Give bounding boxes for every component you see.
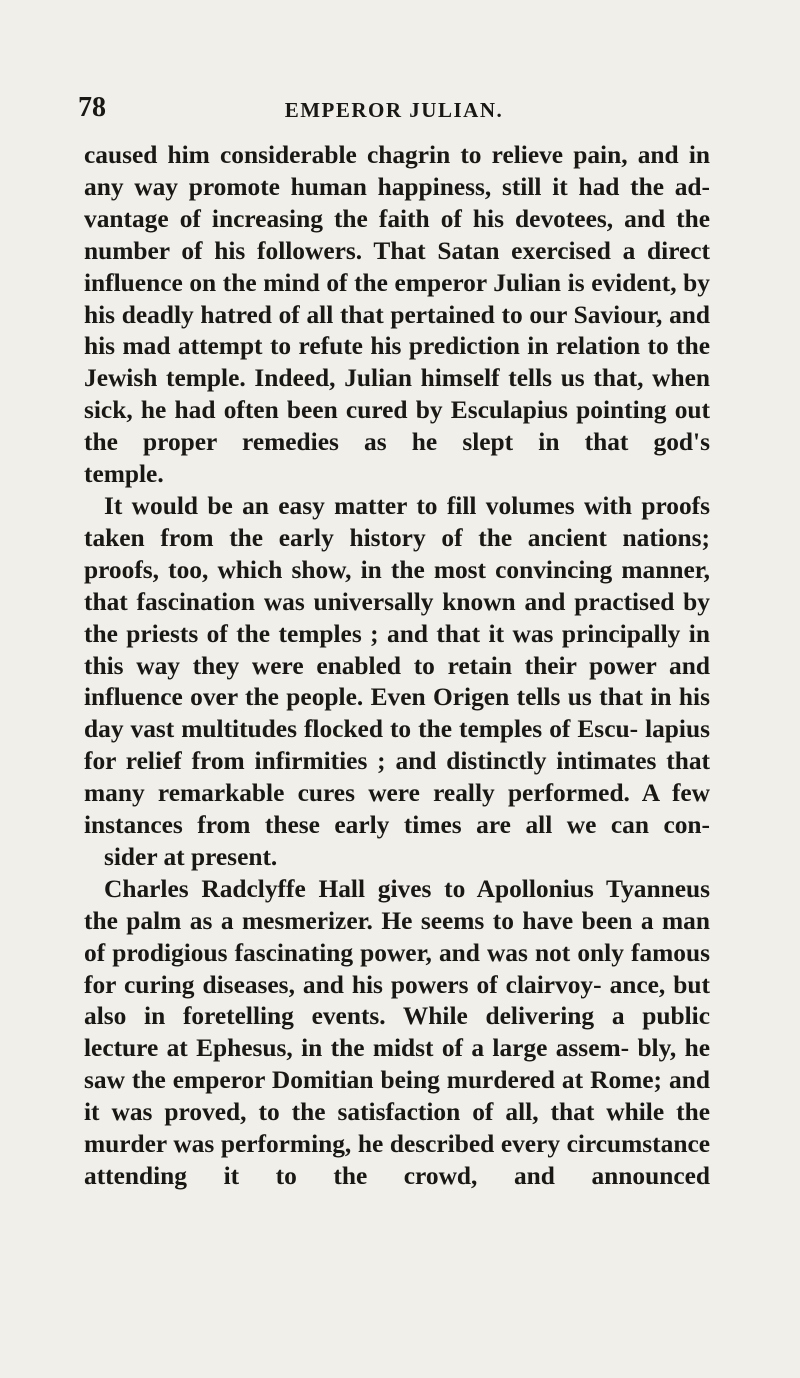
text-line: the palm as a mesmerizer. He seems to have been a (84, 906, 654, 935)
page-header (76, 88, 712, 128)
text-line: number of his followers. That Satan exercised a direct (84, 236, 710, 265)
body-text (84, 140, 710, 1193)
text-line: famous for curing diseases, and his powers of clairvoy- (84, 938, 710, 999)
text-line: that fascination was universally known and practised by (84, 587, 710, 616)
text-line: in this way they were enabled to retain their power and (84, 619, 710, 680)
text-line: Charles Radclyffe Hall gives to Apollonius Tyanneus (104, 874, 710, 903)
text-line: the priests of the temples ; and that it was principally (84, 619, 681, 648)
text-line: by his deadly hatred of all that pertained to our Saviour, (84, 268, 710, 329)
text-line: that many remarkable cures were really performed. A (84, 747, 710, 808)
text-line: It would be an easy matter to fill volumes with proofs (104, 491, 710, 520)
text-line: circumstance attending it to the crowd, and announced (84, 1130, 710, 1190)
text-line: his day vast multitudes flocked to the temples of Escu- (84, 683, 710, 744)
text-line: and his mad attempt to refute his prediction in relation (84, 300, 710, 361)
text-line: bly, he saw the emperor Domitian being murdered at (84, 1034, 710, 1095)
page-number: 78 (78, 92, 106, 123)
text-line: pointing out the proper remedies as he slept in that god's (84, 396, 710, 457)
paragraph-3 (84, 874, 710, 1193)
text-line: vantage of increasing the faith of his devotees, and the (84, 204, 710, 233)
text-line: public lecture at Ephesus, in the midst of a large assem- (84, 1002, 710, 1063)
text-line-last: sider at present. (104, 842, 278, 871)
text-line: caused him considerable chagrin to relieve pain, and in (84, 141, 710, 169)
paragraph-2 (84, 491, 710, 874)
text-line: while the murder was performing, he described every (84, 1098, 710, 1159)
text-line: lapius for relief from infirmities ; and distinctly intimates (84, 715, 710, 776)
running-title: EMPEROR JULIAN. (284, 98, 504, 122)
text-line: taken from the early history of the ancient nations; (84, 523, 710, 552)
paragraph-1 (84, 140, 710, 491)
text-line: man of prodigious fascinating power, and was not only (84, 906, 710, 967)
text-line: influence on the mind of the emperor Julian is evident, (84, 268, 677, 297)
text-line: any way promote human happiness, still it had the ad- (84, 172, 710, 201)
text-line-last: temple. (84, 460, 164, 489)
text-line: Rome; and it was proved, to the satisfaction of all, that (84, 1066, 710, 1127)
text-line: proofs, too, which show, in the most convincing manner, (84, 555, 710, 584)
text-line: ance, but also in foretelling events. While delivering a (84, 970, 710, 1031)
text-line: that, when sick, he had often been cured by Esculapius (84, 364, 710, 425)
text-line: influence over the people. Even Origen tells us that in (84, 683, 672, 712)
text-line: to the Jewish temple. Indeed, Julian himself tells us (84, 332, 710, 393)
text-line: few instances from these early times are all we can con- (84, 779, 710, 840)
